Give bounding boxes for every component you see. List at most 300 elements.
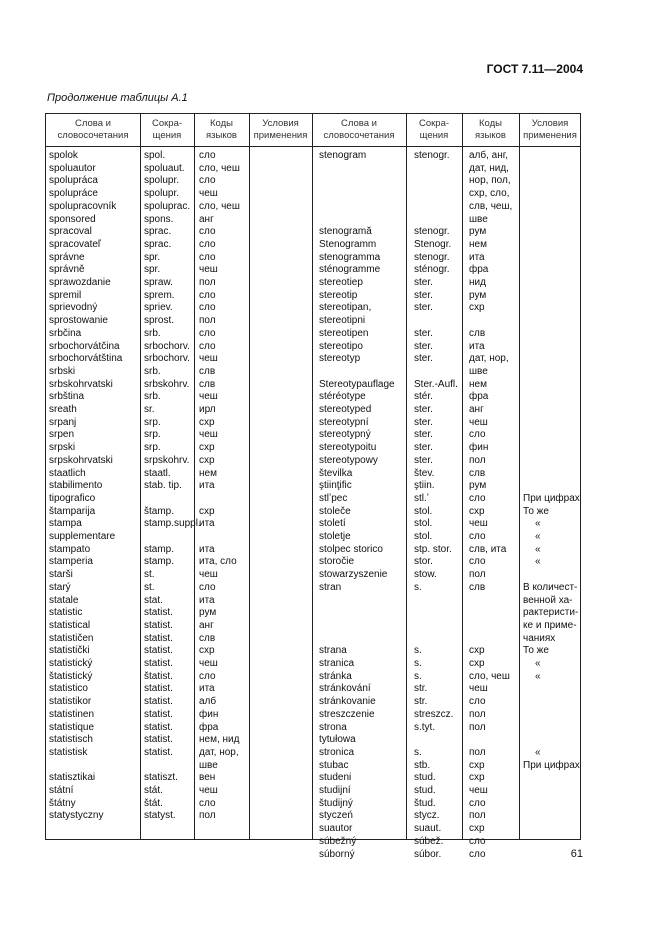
abbreviation-cell: srbochorv. [144, 340, 190, 352]
abbreviation-cell: ster. [414, 353, 433, 365]
abbreviation-cell: stb. [414, 759, 431, 771]
abbreviation-cell: ster. [414, 404, 433, 415]
abbreviation-cell: ster. [414, 327, 433, 339]
table-row [46, 747, 580, 760]
term-cell: statistický [49, 658, 93, 669]
term-cell: srbčina [49, 327, 82, 339]
column-header: Коды языков [475, 118, 506, 141]
term-cell: stoletje [319, 531, 351, 542]
abbreviation-cell: spraw. [144, 277, 173, 288]
term-cell: stoleče [319, 505, 351, 517]
abbreviation-cell: stenogr. [414, 150, 450, 161]
abbreviation-cell: stycz. [414, 810, 440, 822]
term-cell: statistinen [49, 708, 95, 720]
abbreviation-cell: statist. [144, 721, 173, 733]
language-code-cell: чеш [199, 264, 218, 276]
language-code-cell: нем [199, 467, 217, 479]
term-cell: ştiinţific [319, 480, 352, 492]
language-code-cell: пол [469, 810, 486, 822]
table-row [46, 645, 580, 658]
term-cell: starši [49, 569, 73, 581]
column-header: Коды языков [206, 118, 237, 141]
language-code-cell: вен [199, 772, 216, 784]
abbreviation-cell: srb. [144, 327, 161, 339]
language-code-cell: ита [199, 683, 215, 695]
abbreviation-cell: statist. [144, 734, 173, 746]
term-cell: sprawozdanie [49, 277, 111, 288]
term-cell: stronica [319, 746, 355, 758]
language-code-cell: пол [199, 277, 216, 288]
abbreviation-cell: spolupr. [144, 175, 180, 187]
language-code-cell: ита [199, 480, 215, 492]
column-header: Слова и словосочетания [57, 118, 129, 141]
table-row [46, 201, 580, 214]
table-row [46, 658, 580, 671]
language-code-cell: сло, чеш [199, 162, 240, 174]
term-cell: spoluautor [49, 162, 96, 174]
language-code-cell: сло [469, 696, 486, 708]
term-cell: tipografico [49, 492, 96, 504]
language-code-cell: рум [469, 289, 487, 301]
abbreviation-cell: s. [414, 658, 422, 669]
term-cell: statistical [49, 619, 91, 631]
table-row [46, 620, 580, 633]
term-cell: stránkování [319, 683, 371, 695]
term-cell: stubac [319, 759, 349, 771]
language-code-cell: нор, пол, [469, 175, 511, 187]
abbreviation-cell: staatl. [144, 467, 171, 479]
usage-condition-cell: То же [523, 645, 549, 657]
term-cell: strona [319, 721, 347, 733]
abbreviation-cell: spoluaut. [144, 162, 185, 174]
language-code-cell: чеш [199, 429, 218, 441]
language-code-cell: пол [469, 746, 486, 758]
abbreviation-cell: súbor. [414, 848, 442, 860]
table-row [46, 823, 580, 836]
language-code-cell: фин [199, 708, 219, 720]
table-row [46, 722, 580, 735]
language-code-cell: алб, анг, [469, 150, 508, 161]
table-row [46, 760, 580, 773]
language-code-cell: пол [199, 315, 216, 327]
table-row [46, 696, 580, 709]
usage-condition-cell: При цифрах [523, 759, 580, 771]
abbreviation-cell: súbež. [414, 835, 444, 847]
abbreviation-cell: statist. [144, 619, 173, 631]
table-row [46, 442, 580, 455]
abbreviation-cell: sprac. [144, 226, 172, 238]
abbreviation-cell: srbochorv. [144, 353, 190, 365]
abbreviation-cell: srp. [144, 442, 161, 454]
abbreviation-cell: stamp.suppl. [144, 518, 201, 530]
term-cell: Stereotypauflage [319, 378, 395, 390]
language-code-cell: сло [199, 150, 216, 161]
abbreviation-cell: stér. [414, 391, 433, 403]
table-row [46, 226, 580, 239]
term-cell: spolupráce [49, 188, 98, 200]
abbreviation-cell: statist. [144, 746, 173, 758]
term-cell: srbochorvátčina [49, 340, 120, 352]
table-row [46, 468, 580, 481]
term-cell: stlʼpec [319, 492, 348, 504]
term-cell: statistički [49, 645, 90, 657]
table-row [46, 455, 580, 468]
table-row [46, 518, 580, 531]
usage-condition-cell: При цифрах [523, 492, 580, 504]
table-row [46, 404, 580, 417]
table-row [46, 214, 580, 227]
language-code-cell: сло [199, 302, 216, 314]
term-cell: spremil [49, 289, 82, 301]
abbreviation-cell: ster. [414, 429, 433, 441]
abbreviation-cell: streszcz. [414, 708, 454, 720]
language-code-cell: чеш [199, 785, 218, 796]
abbreviation-cell: ster. [414, 340, 433, 352]
language-code-cell: сло [469, 835, 486, 847]
table-row [46, 188, 580, 201]
term-cell: sprostowanie [49, 315, 108, 327]
language-code-cell: сло [469, 429, 486, 441]
term-cell: štátny [49, 797, 76, 809]
term-cell: spracoval [49, 226, 92, 238]
term-cell: stereotipo [319, 340, 363, 352]
table-row [46, 595, 580, 608]
language-code-cell: сло [199, 797, 216, 809]
table-row [46, 734, 580, 747]
language-code-cell: ита [199, 594, 215, 606]
language-code-cell: пол [469, 569, 486, 581]
language-code-cell: схр [469, 759, 485, 771]
term-cell: srpski [49, 442, 76, 454]
abbreviation-cell: statyst. [144, 810, 176, 822]
column-header: Условия применения [523, 118, 577, 141]
language-code-cell: нем, нид [199, 734, 240, 746]
abbreviation-cell: ster. [414, 289, 433, 301]
language-code-cell: анг [469, 404, 484, 415]
language-code-cell: сло [469, 492, 486, 504]
table-row [46, 772, 580, 785]
language-code-cell: пол [199, 810, 216, 822]
term-cell: státní [49, 785, 74, 796]
abbreviation-cell: statist. [144, 683, 173, 695]
language-code-cell: схр [469, 505, 485, 517]
language-code-cell: чеш [199, 188, 218, 200]
usage-condition-cell: « [535, 670, 541, 682]
abbreviation-cell: stp. stor. [414, 543, 452, 555]
column-header: Сокра- щения [151, 118, 183, 141]
standard-header: ГОСТ 7.11—2004 [486, 62, 583, 76]
abbreviation-cell: s. [414, 645, 422, 657]
term-cell: statystyczny [49, 810, 104, 822]
language-code-cell: схр, сло, [469, 188, 510, 200]
abbreviation-cell: st. [144, 581, 155, 593]
term-cell: številka [319, 467, 353, 479]
table-row [46, 315, 580, 328]
language-code-cell: рум [469, 480, 487, 492]
abbreviation-cell: stenogr. [414, 226, 450, 238]
language-code-cell: схр [469, 658, 485, 669]
term-cell: statisztikai [49, 772, 96, 784]
abbreviation-cell: st. [144, 569, 155, 581]
language-code-cell: схр [199, 454, 215, 466]
table-row [46, 836, 580, 849]
term-cell: stabilimento [49, 480, 103, 492]
language-code-cell: чеш [469, 785, 488, 796]
term-cell: stereotyped [319, 404, 372, 415]
language-code-cell: чеш [469, 416, 488, 428]
term-cell: stránkovanie [319, 696, 376, 708]
language-code-cell: чеш [469, 518, 488, 530]
abbreviation-cell: spoluprac. [144, 200, 191, 212]
term-cell: studeni [319, 772, 352, 784]
table-row [46, 683, 580, 696]
abbreviation-cell: Stenogr. [414, 238, 452, 250]
term-cell: sreath [49, 404, 77, 415]
table-row [46, 277, 580, 290]
abbreviation-cell: stat. [144, 594, 163, 606]
abbreviation-cell: spr. [144, 251, 161, 263]
term-cell: stenogram [319, 150, 367, 161]
abbreviation-cell: stab. tip. [144, 480, 182, 492]
abbreviation-cell: statist. [144, 645, 173, 657]
term-cell: správne [49, 251, 85, 263]
language-code-cell: нем [469, 238, 487, 250]
abbreviation-cell: stol. [414, 518, 433, 530]
term-cell: Stenogramm [319, 238, 377, 250]
term-cell: spolupráca [49, 175, 98, 187]
abbreviation-cell: spriev. [144, 302, 173, 314]
term-cell: statističen [49, 632, 94, 644]
table-row [46, 175, 580, 188]
language-code-cell: схр [199, 416, 215, 428]
language-code-cell: сло [199, 581, 216, 593]
language-code-cell: дат, нор, [469, 353, 509, 365]
term-cell: stenogramă [319, 226, 372, 238]
language-code-cell: сло [199, 226, 216, 238]
term-cell: stran [319, 581, 342, 593]
language-code-cell: ита, сло [199, 556, 237, 568]
abbreviation-cell: spr. [144, 264, 161, 276]
term-cell: srbochorvátština [49, 353, 123, 365]
language-code-cell: шве [469, 365, 488, 377]
abbreviation-cell: str. [414, 696, 428, 708]
language-code-cell: нид [469, 277, 486, 288]
term-cell: súborný [319, 848, 355, 860]
term-cell: statistico [49, 683, 88, 695]
term-cell: štamparija [49, 505, 96, 517]
table-row [46, 328, 580, 341]
language-code-cell: слв [199, 378, 216, 390]
abbreviation-cell: sténogr. [414, 264, 450, 276]
term-cell: srpskohrvatski [49, 454, 113, 466]
language-code-cell: ита [469, 251, 485, 263]
abbreviation-cell: spol. [144, 150, 166, 161]
term-cell: správně [49, 264, 85, 276]
table-caption: Продолжение таблицы А.1 [47, 92, 188, 104]
table-row [46, 531, 580, 544]
term-cell: stereotipan, [319, 302, 372, 314]
usage-condition-cell: « [535, 556, 541, 568]
abbreviation-cell: ster. [414, 277, 433, 288]
abbreviation-cell: štev. [414, 467, 435, 479]
abbreviation-cell: štud. [414, 797, 436, 809]
term-cell: statistisk [49, 746, 88, 758]
language-code-cell: схр [469, 823, 485, 835]
language-code-cell: фра [469, 391, 489, 403]
language-code-cell: сло [199, 670, 216, 682]
column-header: Слова и словосочетания [323, 118, 395, 141]
table-row [46, 341, 580, 354]
term-cell: súbežný [319, 835, 357, 847]
table-row [46, 493, 580, 506]
language-code-cell: схр [199, 442, 215, 454]
abbreviation-cell: ster. [414, 454, 433, 466]
abbreviation-cell: ştiin. [414, 480, 435, 492]
term-cell: sténogramme [319, 264, 381, 276]
language-code-cell: схр [199, 505, 215, 517]
usage-condition-cell: « [535, 518, 541, 530]
language-code-cell: алб [199, 696, 217, 708]
table-row [46, 633, 580, 646]
language-code-cell: анг [199, 619, 214, 631]
abbreviation-cell: srp. [144, 429, 161, 441]
abbreviation-cell: sprost. [144, 315, 175, 327]
term-cell: starý [49, 581, 71, 593]
language-code-cell: слв [469, 327, 486, 339]
term-cell: suautor [319, 823, 353, 835]
abbreviation-cell: ster. [414, 442, 433, 454]
term-cell: spolok [49, 150, 78, 161]
term-cell: stereotypní [319, 416, 369, 428]
term-cell: studijní [319, 785, 351, 796]
term-cell: stampa [49, 518, 82, 530]
table-row [46, 849, 580, 862]
language-code-cell: сло [469, 556, 486, 568]
language-code-cell: анг [199, 213, 214, 225]
term-cell: študijný [319, 797, 353, 809]
table-row [46, 544, 580, 557]
table-row [46, 798, 580, 811]
table-row [46, 391, 580, 404]
abbreviation-cell: srp. [144, 416, 161, 428]
abbreviation-cell: statist. [144, 696, 173, 708]
abbreviation-cell: stol. [414, 531, 433, 542]
language-code-cell: чеш [199, 353, 218, 365]
column-header: Условия применения [253, 118, 308, 141]
abbreviation-cell: štatist. [144, 670, 173, 682]
language-code-cell: сло [199, 251, 216, 263]
abbreviation-cell: štamp. [144, 505, 175, 517]
term-cell: statistisch [49, 734, 93, 746]
language-code-cell: пол [469, 454, 486, 466]
term-cell: storočie [319, 556, 355, 568]
language-code-cell: слв [469, 581, 486, 593]
term-cell: srpen [49, 429, 75, 441]
abbreviation-cell: suaut. [414, 823, 442, 835]
term-cell: sprievodný [49, 302, 98, 314]
language-code-cell: фин [469, 442, 489, 454]
abbreviation-cell: stamp. [144, 543, 175, 555]
language-code-cell: сло [469, 797, 486, 809]
abbreviation-cell: sprem. [144, 289, 175, 301]
table-row [46, 569, 580, 582]
table-header [46, 114, 580, 147]
abbreviation-cell: statist. [144, 607, 173, 619]
abbreviation-cell: s. [414, 581, 422, 593]
language-code-cell: сло [199, 340, 216, 352]
language-code-cell: чеш [469, 683, 488, 695]
abbreviation-cell: srb. [144, 365, 161, 377]
language-code-cell: сло [199, 238, 216, 250]
abbreviation-cell: s.tyt. [414, 721, 436, 733]
abbreviation-cell: stát. [144, 785, 163, 796]
term-cell: spolupracovník [49, 200, 117, 212]
page-number: 61 [570, 848, 583, 860]
language-code-cell: фра [469, 264, 489, 276]
table-row [46, 671, 580, 684]
language-code-cell: ита [469, 340, 485, 352]
term-cell: stowarzyszenie [319, 569, 388, 581]
language-code-cell: чеш [199, 658, 218, 669]
term-cell: statistique [49, 721, 95, 733]
term-cell: stereotypowy [319, 454, 378, 466]
language-code-cell: сло [199, 289, 216, 301]
table-row [46, 429, 580, 442]
term-cell: stolpec storico [319, 543, 383, 555]
term-cell: stereotypoitu [319, 442, 377, 454]
usage-condition-cell: То же [523, 505, 549, 517]
abbreviation-cell: s. [414, 746, 422, 758]
language-code-cell: слв, чеш, [469, 200, 513, 212]
abbreviation-cell: Ster.-Aufl. [414, 378, 458, 390]
language-code-cell: нем [469, 378, 487, 390]
language-code-cell: дат, нор, [199, 746, 239, 758]
table-row [46, 264, 580, 277]
language-code-cell: ита [199, 543, 215, 555]
abbreviation-cell: spolupr. [144, 188, 180, 200]
table-row [46, 353, 580, 366]
term-cell: strana [319, 645, 347, 657]
abbreviation-cell: štát. [144, 797, 163, 809]
abbreviation-cell: statist. [144, 632, 173, 644]
usage-condition-cell: чаниях [523, 632, 556, 644]
abbreviation-cell: statist. [144, 658, 173, 669]
table-row [46, 302, 580, 315]
abbreviation-cell: ster. [414, 302, 433, 314]
term-cell: srbski [49, 365, 76, 377]
table-row [46, 379, 580, 392]
table-row [46, 480, 580, 493]
language-code-cell: ита [199, 518, 215, 530]
abbreviation-cell: stamp. [144, 556, 175, 568]
term-cell: supplementare [49, 531, 116, 542]
term-cell: tytułowa [319, 734, 356, 746]
term-cell: spracovateľ [49, 238, 101, 250]
abbreviation-cell: ster. [414, 416, 433, 428]
usage-condition-cell: « [535, 746, 541, 758]
language-code-cell: сло [469, 848, 486, 860]
term-cell: stereotipni [319, 315, 366, 327]
usage-condition-cell: « [535, 531, 541, 542]
usage-condition-cell: ке и приме- [523, 619, 577, 631]
term-cell: srpanj [49, 416, 77, 428]
table-row [46, 417, 580, 430]
term-cell: sponsored [49, 213, 96, 225]
term-cell: stéréotype [319, 391, 366, 403]
language-code-cell: рум [469, 226, 487, 238]
abbreviation-cell: srbskohrv. [144, 378, 190, 390]
term-cell: srbština [49, 391, 85, 403]
